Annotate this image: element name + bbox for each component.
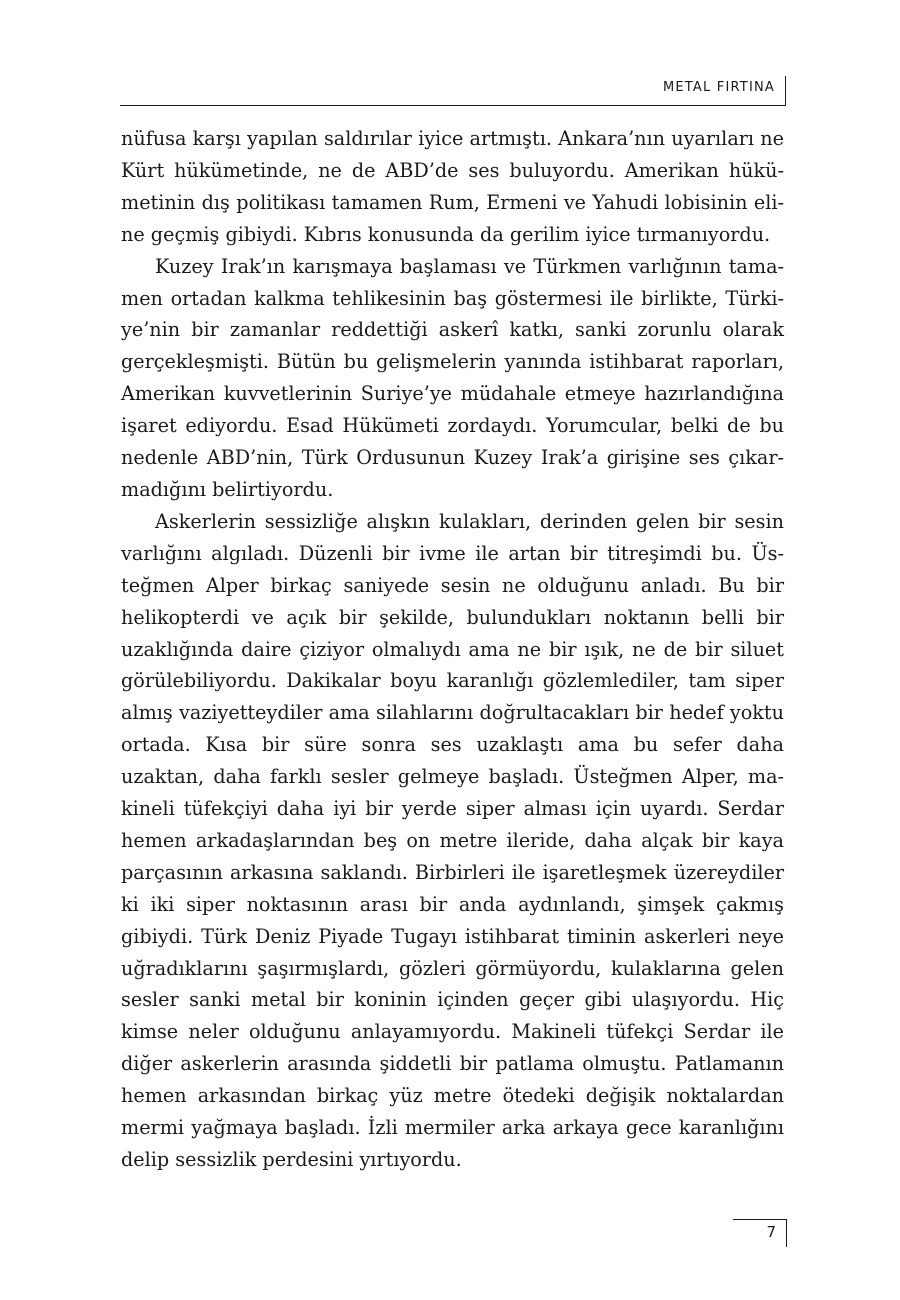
paragraph-1: nüfusa karşı yapılan saldırılar iyice artmıştı. Ankara’nın uyarıları ne Kürt hükümetinde, ne de ABD’de ses buluyordu. Amerikan hükümetinin dış politikası tamamen Rum, Ermeni ve Yahudi lobisinin eline geçmiş gibiydi. Kıbrıs konusunda da gerilim iyice tırmanıyordu.	[121, 127, 784, 246]
page-number-box	[733, 1219, 787, 1247]
body-text	[121, 123, 784, 1176]
paragraph-2: Kuzey Irak’ın karışmaya başlaması ve Türkmen varlığının tamamen ortadan kalkma tehlikesinin baş göstermesi ile birlikte, Türkiye’nin bir zamanlar reddettiği askerî katkı, sanki zorunlu olarak gerçekleşmişti. Bütün bu gelişmelerin yanında istihbarat raporları, Amerikan kuvvetlerinin Suriye’ye müdahale etmeye hazırlandığına işaret ediyordu. Esad Hükümeti zordaydı. Yorumcular, belki de bu nedenle ABD’nin, Türk Ordusunun Kuzey Irak’a girişine ses çıkarmadığını belirtiyordu.	[121, 254, 784, 501]
running-header	[120, 76, 786, 106]
running-header-title: METAL FIRTINA	[662, 80, 775, 95]
paragraph-3: Askerlerin sessizliğe alışkın kulakları, derinden gelen bir sesin varlığını algıladı. Düzenli bir ivme ile artan bir titreşimdi bu. Üsteğmen Alper birkaç saniyede sesin ne olduğunu anladı. Bu bir helikopterdi ve açık bir şekilde, bulundukları noktanın belli bir uzaklığında daire çiziyor olmalıydı ama ne bir ışık, ne de bir siluet görülebiliyordu. Dakikalar boyu karanlığı gözlemlediler, tam siper almış vaziyetteydiler ama silahlarını doğrultacakları bir hedef yoktu ortada. Kısa bir süre sonra ses uzaklaştı ama bu sefer daha uzaktan, daha farklı sesler gelmeye başladı. Üsteğmen Alper, makineli tüfekçiyi daha iyi bir yerde siper alması için uyardı. Serdar hemen arkadaşlarından beş on metre ileride, daha alçak bir kaya parçasının arkasına saklandı. Birbirleri ile işaretleşmek üzereydiler ki iki siper noktasının arası bir anda aydınlandı, şimşek çakmış gibiydi. Türk Deniz Piyade Tugayı istihbarat timinin askerleri neye uğradıklarını şaşırmışlardı, gözleri görmüyordu, kulaklarına gelen sesler sanki metal bir koninin içinden geçer gibi ulaşıyordu. Hiç kimse neler olduğunu anlayamıyordu. Makineli tüfekçi Serdar ile diğer askerlerin arasında şiddetli bir patlama olmuştu. Patlamanın hemen arkasından birkaç yüz metre ötedeki değişik noktalardan mermi yağmaya başladı. İzli mermiler arka arkaya gece karanlığını delip sessizlik perdesini yırtıyordu.	[121, 509, 784, 1171]
page-number: 7	[766, 1223, 776, 1241]
